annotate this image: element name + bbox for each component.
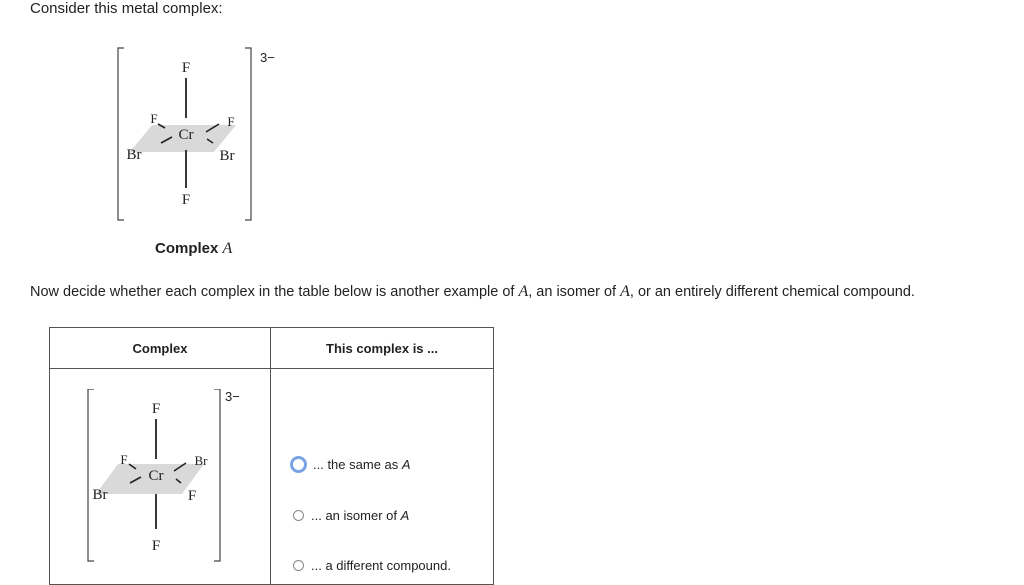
complex-a-label-prefix: Complex bbox=[155, 240, 219, 257]
option-different[interactable] bbox=[293, 558, 451, 573]
radio-different[interactable] bbox=[293, 560, 304, 571]
complex-a-atom-front-right: Br bbox=[219, 148, 235, 164]
row1-atom-back-left: F bbox=[120, 452, 128, 467]
question-var2: A bbox=[620, 283, 630, 300]
col-header-answer: This complex is ... bbox=[271, 328, 494, 369]
option-isomer[interactable] bbox=[293, 508, 409, 523]
question-part3: , or an entirely different chemical compound. bbox=[629, 284, 915, 300]
row1-atom-front-left: Br bbox=[92, 487, 108, 503]
complex-a-left-bracket bbox=[118, 48, 124, 220]
complex-cell bbox=[50, 369, 271, 585]
complex-a-atom-top: F bbox=[181, 60, 191, 76]
answer-table-row bbox=[50, 369, 494, 585]
row1-charge: 3− bbox=[225, 389, 240, 404]
row1-left-bracket bbox=[88, 389, 94, 561]
complex-a-label bbox=[155, 240, 232, 258]
complex-a-label-var: A bbox=[222, 240, 233, 257]
option-same-label: ... the same as A bbox=[313, 457, 411, 472]
row1-right-bracket bbox=[214, 389, 220, 561]
radio-same[interactable] bbox=[290, 456, 307, 473]
answer-table-header-row bbox=[50, 328, 494, 369]
row1-atom-bottom: F bbox=[151, 538, 161, 554]
col-header-complex: Complex bbox=[50, 328, 271, 369]
complex-row1-structure bbox=[80, 389, 260, 569]
options-cell bbox=[271, 369, 494, 585]
complex-a-atom-center: Cr bbox=[178, 127, 194, 143]
complex-a-atom-back-right: F bbox=[227, 114, 235, 129]
complex-a-atom-front-left: Br bbox=[126, 147, 142, 163]
row1-atom-top: F bbox=[151, 401, 161, 417]
option-different-label: ... a different compound. bbox=[311, 558, 451, 573]
question-text bbox=[30, 283, 915, 301]
option-isomer-label: ... an isomer of A bbox=[311, 508, 410, 523]
answer-table bbox=[49, 327, 494, 585]
row1-atom-back-right: Br bbox=[194, 453, 208, 468]
row1-atom-center: Cr bbox=[148, 468, 164, 484]
question-part2: , an isomer of bbox=[528, 284, 621, 300]
complex-a-atom-bottom: F bbox=[181, 192, 191, 208]
radio-isomer[interactable] bbox=[293, 510, 304, 521]
complex-a-charge: 3− bbox=[260, 50, 275, 65]
complex-a-atom-back-left: F bbox=[150, 111, 158, 126]
option-same[interactable] bbox=[290, 456, 411, 473]
question-part1: Now decide whether each complex in the table below is another example of bbox=[30, 284, 519, 300]
row1-atom-front-right: F bbox=[187, 488, 197, 504]
intro-text: Consider this metal complex: bbox=[30, 0, 223, 17]
question-var1: A bbox=[518, 283, 529, 300]
complex-a-structure bbox=[110, 40, 290, 225]
complex-a-right-bracket bbox=[245, 48, 251, 220]
